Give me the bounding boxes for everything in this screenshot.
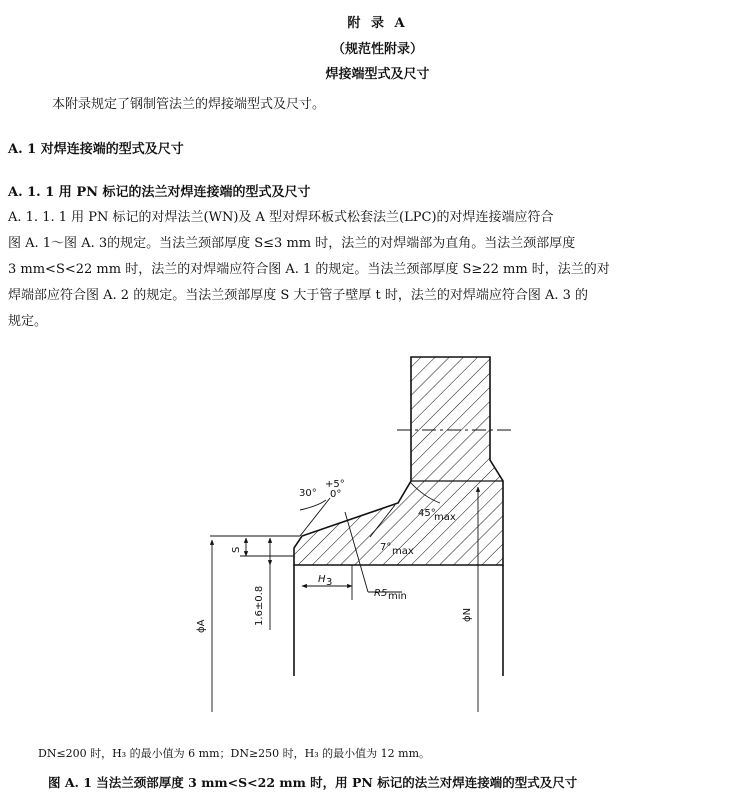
label-h3: H	[318, 574, 326, 585]
label-r5: R5	[374, 588, 388, 599]
figure-note: DN≤200 时，H₃ 的最小值为 6 mm；DN≥250 时，H₃ 的最小值为 12 mm。	[38, 747, 431, 760]
intro-paragraph: 本附录规定了钢制管法兰的焊接端型式及尺寸。	[52, 97, 326, 112]
figure-caption: 图 A. 1 当法兰颈部厚度 3 mm<S<22 mm 时，用 PN 标记的法兰对焊连接端的型式及尺寸	[48, 775, 578, 790]
paragraph-line: 焊端部应符合图 A. 2 的规定。当法兰颈部厚度 S 大于管子壁厚 t 时，法兰的对焊端应符合图 A. 3 的	[8, 288, 589, 303]
section-a1-heading: A. 1 对焊连接端的型式及尺寸	[8, 142, 184, 157]
label-h3-sub: 3	[326, 577, 333, 588]
label-angle-45: 45°	[418, 508, 436, 519]
label-tol-zero: 0°	[330, 489, 342, 500]
normative-label: （规范性附录）	[331, 42, 423, 57]
paragraph-line: 规定。	[8, 314, 48, 329]
label-angle-30: 30°	[299, 488, 317, 499]
label-angle-7: 7°	[380, 542, 392, 553]
appendix-title: 焊接端型式及尺寸	[325, 67, 430, 82]
label-angle-45-sub: max	[434, 512, 456, 523]
label-angle-7-sub: max	[392, 546, 414, 557]
label-tol-plus: +5°	[325, 479, 345, 490]
flange-section	[294, 357, 503, 565]
section-a11-heading: A. 1. 1 用 PN 标记的法兰对焊连接端的型式及尺寸	[8, 185, 311, 200]
paragraph-line: 图 A. 1～图 A. 3的规定。当法兰颈部厚度 S≤3 mm 时，法兰的对焊端部为直角。当法兰颈部厚度	[8, 236, 576, 251]
label-phi-n: ϕN	[462, 607, 473, 622]
appendix-heading: 附 录 A	[347, 16, 408, 31]
label-s: S	[231, 546, 242, 553]
label-phi-a: ϕA	[196, 619, 207, 633]
label-r5-sub: min	[388, 591, 407, 602]
paragraph-line: A. 1. 1. 1 用 PN 标记的对焊法兰(WN)及 A 型对焊环板式松套法兰(LPC)的对焊连接端应符合	[8, 210, 554, 225]
paragraph-line: 3 mm<S<22 mm 时，法兰的对焊端应符合图 A. 1 的规定。当法兰颈部厚度 S≥22 mm 时，法兰的对	[8, 262, 610, 277]
label-land: 1.6±0.8	[254, 585, 265, 626]
